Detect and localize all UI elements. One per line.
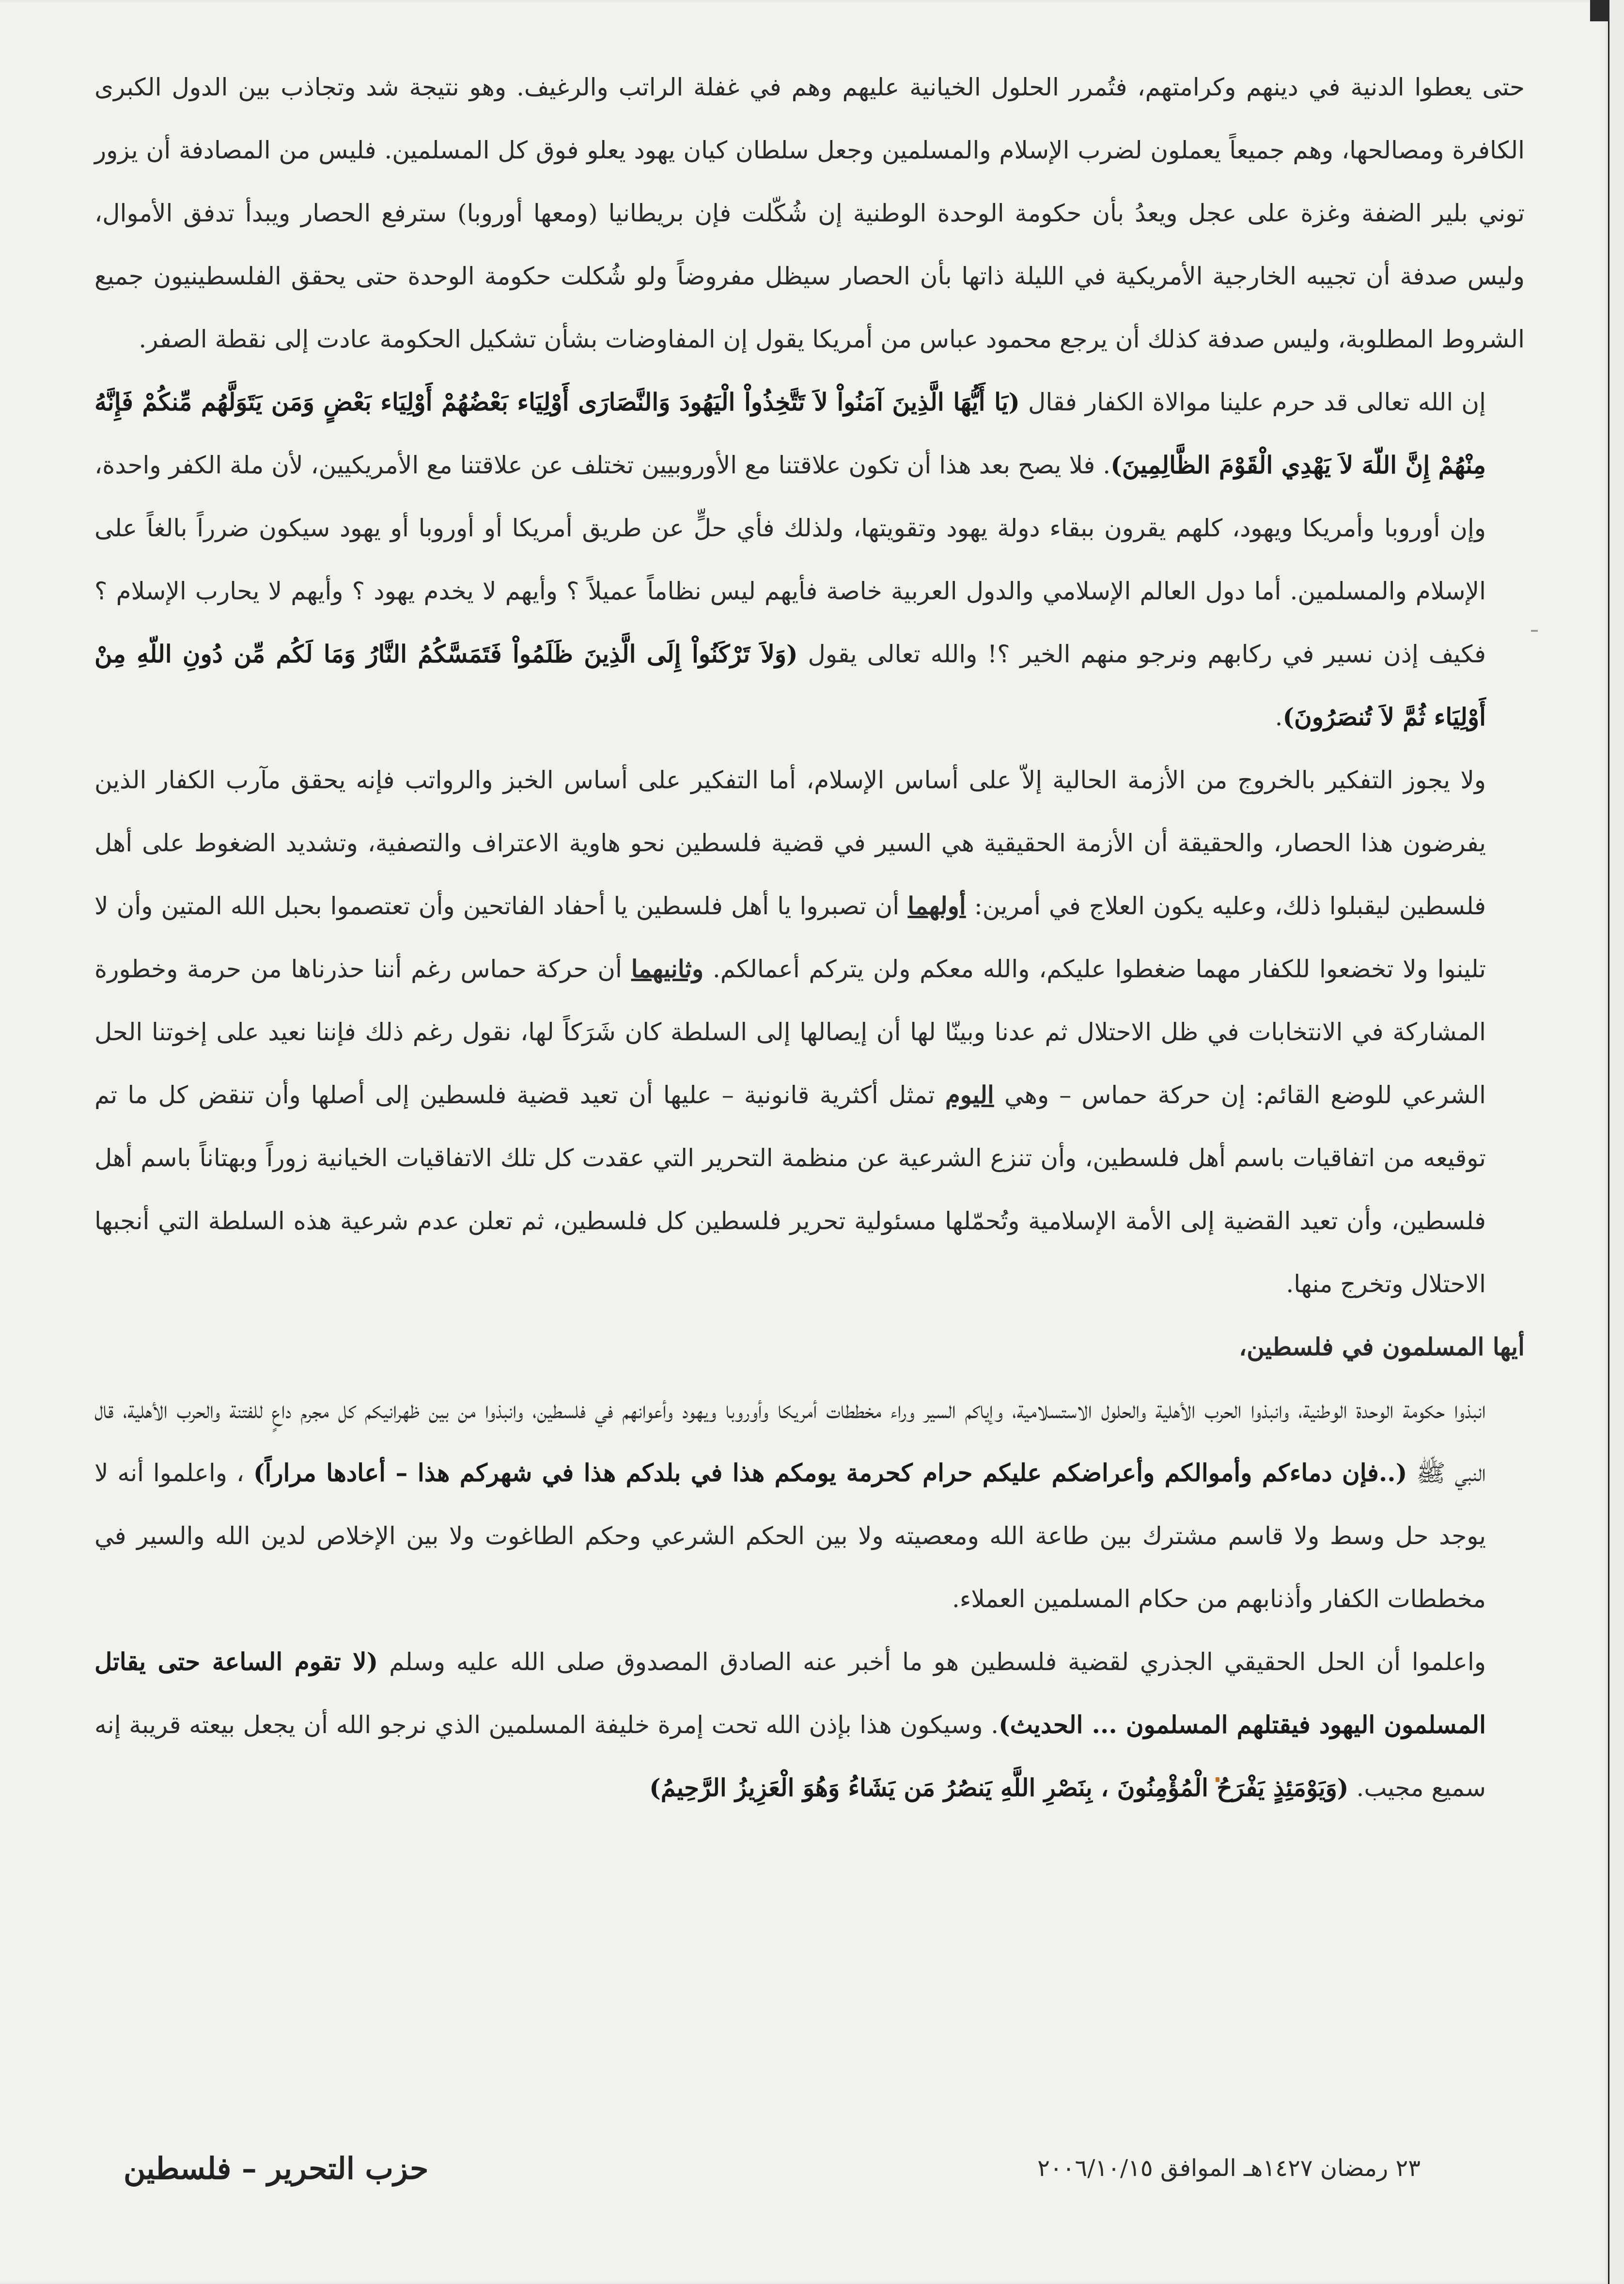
paragraph-3 bbox=[94, 749, 1525, 1315]
paragraph-text: تمثل أكثرية قانونية – عليها أن تعيد قضية فلسطين إلى أصلها وأن تنقض كل ما تم توقيعه من اتفاقيات باسم أهل فلسطين، وأن تنزع الشرعية عن منظمة التحرير التي عقدت كل تلك الاتفاقيات الخيانية زوراً وبهتاناً باسم أهل فلسطين، وأن تعيد القضية إلى الأمة الإسلامية وتُحمّلها مسئولية تحرير فلسطين كل فلسطين، ثم تعلن عدم شرعية هذه السلطة التي أنجبها الاحتلال وتخرج منها. bbox=[94, 1081, 1486, 1298]
quran-verse: (يَا أَيُّهَا الَّذِينَ آمَنُواْ لاَ تَتَّخِذُواْ الْيَهُودَ وَالنَّصَارَى أَوْلِيَاء بَعْضُهُمْ أَوْلِيَاء بَعْضٍ وَمَن يَتَوَلَّهُم مِّنكُمْ فَإِنَّهُ مِنْهُمْ إِنَّ اللّهَ لاَ يَهْدِي الْقَوْمَ الظَّالِمِينَ) bbox=[94, 388, 1486, 479]
hadith-quote: (..فإن دماءكم وأموالكم وأعراضكم عليكم حرام كحرمة يومكم هذا في بلدكم هذا في شهركم هذا – أعادها مراراً) bbox=[253, 1458, 1407, 1487]
paragraph-4 bbox=[94, 1378, 1525, 1630]
paragraph-text: . bbox=[1275, 703, 1283, 731]
issue-date: ٢٣ رمضان ١٤٢٧هـ الموافق ٢٠٠٦/١٠/١٥ bbox=[1037, 2155, 1421, 2182]
paragraph-text: أن حركة حماس رغم أننا حذرناها من حرمة وخطورة المشاركة في الانتخابات في ظل الاحتلال ثم عدنا وبينّا لها أن إيصالها إلى السلطة كان شَرَكاً لها، نقول رغم ذلك فإننا نعيد على إخوتنا الحل الشرعي للوضع القائم: إن حركة حماس – وهي bbox=[94, 955, 1486, 1109]
margin-mark bbox=[1531, 630, 1538, 632]
paragraph-text: واعلموا أن الحل الحقيقي الجذري لقضية فلسطين هو ما أخبر عنه الصادق المصدوق صلى الله عليه وسلم bbox=[378, 1648, 1486, 1676]
underlined-term: اليوم bbox=[945, 1080, 994, 1109]
paragraph-text: أن تصبروا يا أهل فلسطين يا أحفاد الفاتحين وأن تعتصموا بحبل الله المتين وأن لا تلينوا ولا تخضعوا للكفار مهما ضغطوا عليكم، والله معكم ولن يتركم أعمالكم. bbox=[94, 892, 1486, 983]
leaflet-body bbox=[94, 56, 1525, 1819]
scan-edge bbox=[1608, 0, 1624, 2284]
hadith-quote: (لا تقوم الساعة حتى يقاتل المسلمون اليهود فيقتلهم المسلمون ... الحديث) bbox=[94, 1647, 1486, 1739]
paragraph-1 bbox=[94, 56, 1525, 371]
quran-verse: (وَيَوْمَئِذٍ يَفْرَحُ الْمُؤْمِنُونَ ، بِنَصْرِ اللَّهِ يَنصُرُ مَن يَشَاءُ وَهُوَ الْعَزِيزُ الرَّحِيمُ) bbox=[649, 1773, 1349, 1802]
underlined-term: وثانيهما bbox=[631, 954, 704, 983]
underlined-term: أولهما bbox=[907, 892, 966, 920]
quran-verse: (وَلاَ تَرْكَنُواْ إِلَى الَّذِينَ ظَلَمُواْ فَتَمَسَّكُمُ النَّارُ وَمَا لَكُم مِّن دُونِ اللّهِ مِنْ أَوْلِيَاء ثُمَّ لاَ تُنصَرُونَ) bbox=[94, 640, 1486, 731]
paragraph-5 bbox=[94, 1630, 1525, 1819]
paragraph-text: حتى يعطوا الدنية في دينهم وكرامتهم، فتُمرر الحلول الخيانية عليهم وهم في غفلة الراتب والرغيف. وهو نتيجة شد وتجاذب بين الدول الكبرى الكافرة ومصالحها، وهم جميعاً يعملون لضرب الإسلام والمسلمين وجعل سلطان كيان يهود يعلو فوق كل المسلمين. فليس من المصادفة أن يزور توني بلير الضفة وغزة على عجل ويعدُ بأن حكومة الوحدة الوطنية إن شُكّلت فإن بريطانيا (ومعها أوروبا) سترفع الحصار ويبدأ تدفق الأموال، وليس صدفة أن تجيبه الخارجية الأمريكية في الليلة ذاتها بأن الحصار سيظل مفروضاً ولو شُكلت حكومة الوحدة حتى يحقق الفلسطينيون جميع الشروط المطلوبة، وليس صدفة كذلك أن يرجع محمود عباس من أمريكا يقول إن المفاوضات بشأن تشكيل الحكومة عادت إلى نقطة الصفر. bbox=[94, 73, 1525, 353]
heading-text: أيها المسلمون في فلسطين، bbox=[1239, 1332, 1525, 1361]
leaflet-footer bbox=[94, 2142, 1525, 2195]
paragraph-text: انبذوا حكومة الوحدة الوطنية، وانبذوا الحرب الأهلية والحلول الاستسلامية، وإياكم السير وراء مخططات أمريكا وأوروبا ويهود وأعوانهم في فلسطين، وانبذوا من بين ظهرانيكم كل مجرم داعٍ للفتنة والحرب الأهلية، قال النبي ﷺ bbox=[94, 1396, 1486, 1487]
paragraph-text: ولا يجوز التفكير بالخروج من الأزمة الحالية إلاّ على أساس الإسلام، أما التفكير على أساس الخبز والرواتب فإنه يحقق مآرب الكفار الذين يفرضون هذا الحصار، والحقيقة أن الأزمة الحقيقية هي السير في قضية فلسطين نحو هاوية الاعتراف والتصفية، وتشديد الضغوط على أهل فلسطين ليقبلوا ذلك، وعليه يكون العلاج في أمرين: bbox=[94, 766, 1486, 920]
paragraph-text: ، واعلموا أنه لا يوجد حل وسط ولا قاسم مشترك بين طاعة الله ومعصيته ولا بين الحكم الشرعي وحكم الطاغوت ولا بين الإخلاص لدين الله والسير في مخططات الكفار وأذنابهم من حكام المسلمين العملاء. bbox=[94, 1459, 1486, 1613]
paragraph-2 bbox=[94, 371, 1525, 749]
signature: حزب التحرير – فلسطين bbox=[124, 2150, 429, 2186]
corner-mark bbox=[1590, 0, 1609, 21]
section-heading bbox=[94, 1315, 1525, 1378]
paragraph-text: . وسيكون هذا بإذن الله تحت إمرة خليفة المسلمين الذي نرجو الله أن يجعل بيعته قريبة إنه سميع مجيب. bbox=[94, 1711, 1486, 1802]
paragraph-text: إن الله تعالى قد حرم علينا موالاة الكفار فقال bbox=[1019, 388, 1486, 416]
paragraph-text: . فلا يصح بعد هذا أن تكون علاقتنا مع الأوروبيين تختلف عن علاقتنا مع الأمريكيين، لأن ملة الكفر واحدة، وإن أوروبا وأمريكا ويهود، كلهم يقرون ببقاء دولة يهود وتقويتها، ولذلك فأي حلٍّ عن طريق أمريكا أو أوروبا أو يهود سيكون ضرراً بالغاً على الإسلام والمسلمين. أما دول العالم الإسلامي والدول العربية خاصة فأيهم ليس نظاماً عميلاً ؟ وأيهم لا يخدم يهود ؟ وأيهم لا يحارب الإسلام ؟ فكيف إذن نسير في ركابهم ونرجو منهم الخير ؟! والله تعالى يقول bbox=[94, 451, 1486, 668]
